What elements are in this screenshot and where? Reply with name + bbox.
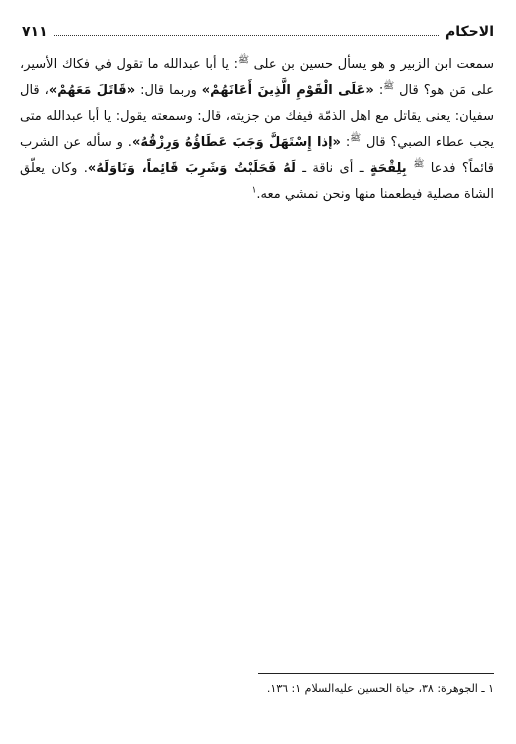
text-run: : (373, 83, 384, 98)
footnote-reference[interactable]: ١ (251, 185, 257, 196)
text-run: سمعت ابن الزبير و هو يسأل حسين بن على (248, 57, 494, 72)
text-run: . و سأله عن الشرب قائماً؟ فدعا (20, 135, 494, 176)
text-run: ، قال سفيان: يعنى يقاتل مع اهل الذمّة فيفك من جزيته، قال: وسمعته يقول: يا أبا عبدالله متى يجب عطاء الصبي؟ قال (20, 83, 494, 150)
hadith-quote: «عَلَى الْقَوْمِ الَّذِينَ أَعَانَهُمْ» (201, 83, 374, 98)
salutation-symbol: ﷺ (413, 159, 425, 170)
hadith-quote: لَهُ فَحَلَبْتُ وَشَرِبَ قَائِماً، وَنَاوَلَهُ» (87, 161, 296, 176)
text-run: . وكان يعلّق الشاة مصلية فيطعمنا منها ونحن نمشي معه. (20, 161, 494, 202)
text-run: : يا أبا عبدالله ما تقول في فكاك الأسير، على مَن هو؟ قال (20, 57, 494, 98)
text-run: وربما قال: (135, 83, 202, 98)
hadith-quote: «قَاتَلَ مَعَهُمْ» (48, 83, 136, 98)
footnote: ١ ـ الجوهرة: ٣٨، حياة الحسين عليه‌السلام ١: ١٣٦. (266, 682, 494, 695)
page-number: ٧١١ (22, 24, 48, 40)
salutation-symbol: ﷺ (383, 81, 395, 92)
page-header (22, 20, 494, 44)
text-run: : (340, 135, 351, 150)
section-title: الاحكام (445, 24, 494, 40)
salutation-symbol: ﷺ (238, 55, 249, 66)
main-text (20, 52, 494, 208)
text-run: ـ أى ناقة ـ (295, 161, 370, 176)
footnote-separator (258, 673, 494, 674)
hadith-quote: بِلِقْحَةٍ (369, 161, 414, 176)
hadith-quote: «إذا إِسْتَهَلَّ وَجَبَ عَطَاؤُهُ وَرِزْقُهُ» (131, 135, 341, 150)
salutation-symbol: ﷺ (350, 133, 362, 144)
paragraph (20, 52, 494, 208)
header-dot-leader (54, 35, 439, 36)
